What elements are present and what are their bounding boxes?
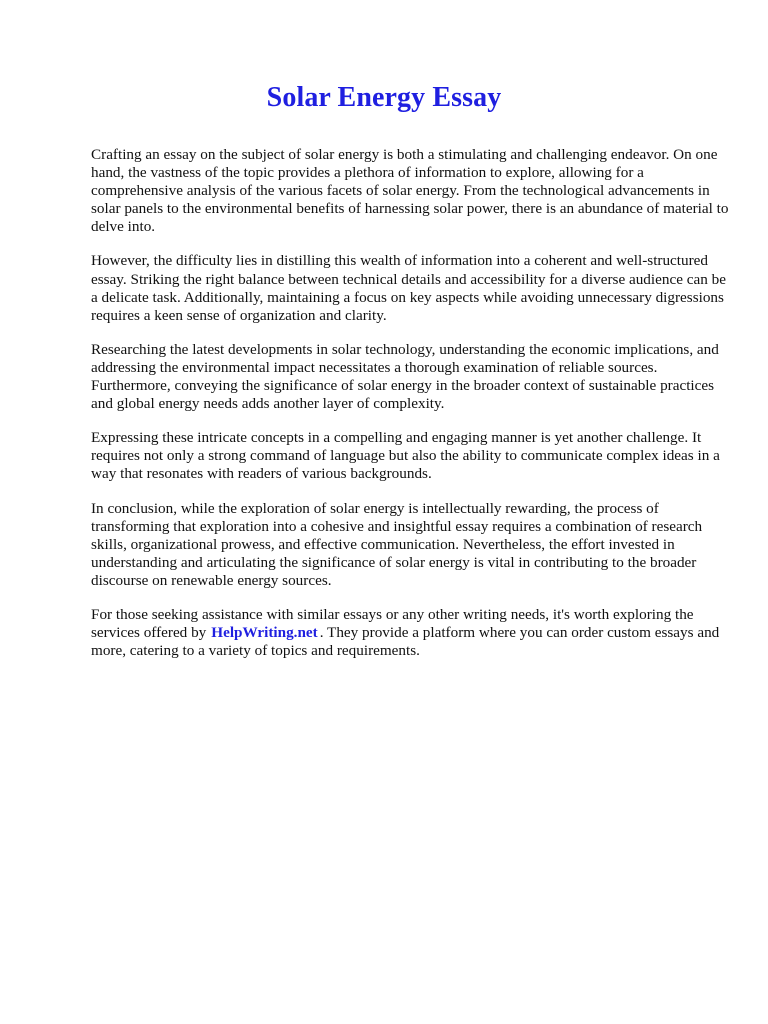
- paragraph-2: However, the difficulty lies in distilling this wealth of information into a coherent and well-structured essay. Striking the right balance between technical details and accessibility for a diverse audience can be a delicate task. Additionally, maintaining a focus on key aspects while avoiding unnecessary digressions requires a keen sense of organization and clarity.: [91, 252, 726, 324]
- paragraph-3: Researching the latest developments in solar technology, understanding the economic implications, and addressing the environmental impact necessitates a thorough examination of reliable sources. Furthermore, conveying the significance of solar energy in the broader context of sustainable practices and global energy needs adds another layer of complexity.: [91, 340, 719, 413]
- paragraph-5: In conclusion, while the exploration of solar energy is intellectually rewarding, the process of transforming that exploration into a cohesive and insightful essay requires a combination of research skills, organizational prowess, and effective communication. Nevertheless, the effort invested in understanding and articulating the significance of solar energy is vital in contributing to the broader discourse on renewable energy sources.: [91, 499, 703, 589]
- paragraph-4: Expressing these intricate concepts in a compelling and engaging manner is yet another challenge. It requires not only a strong command of language but also the ability to communicate complex ideas in a way that resonates with readers of various backgrounds.: [91, 429, 720, 483]
- paragraph-6-before-link: For those seeking assistance with similar essays or any other writing needs, it's worth exploring the services offered by: [91, 605, 694, 642]
- helpwriting-link[interactable]: HelpWriting.net: [211, 624, 318, 642]
- paragraph-1: Crafting an essay on the subject of solar energy is both a stimulating and challenging endeavor. On one hand, the vastness of the topic provides a plethora of information to explore, allowing for a comprehensive analysis of the various facets of solar energy. From the technological advancements in solar panels to the environmental benefits of harnessing solar power, there is an abundance of material to delve into.: [91, 146, 729, 236]
- paragraph-6-after-link: . They provide a platform where you can order custom essays and more, catering to a variety of topics and requirements.: [91, 624, 720, 660]
- document-title: Solar Energy Essay: [266, 82, 502, 113]
- paragraph-6: [91, 606, 731, 660]
- essay-body: [91, 146, 731, 676]
